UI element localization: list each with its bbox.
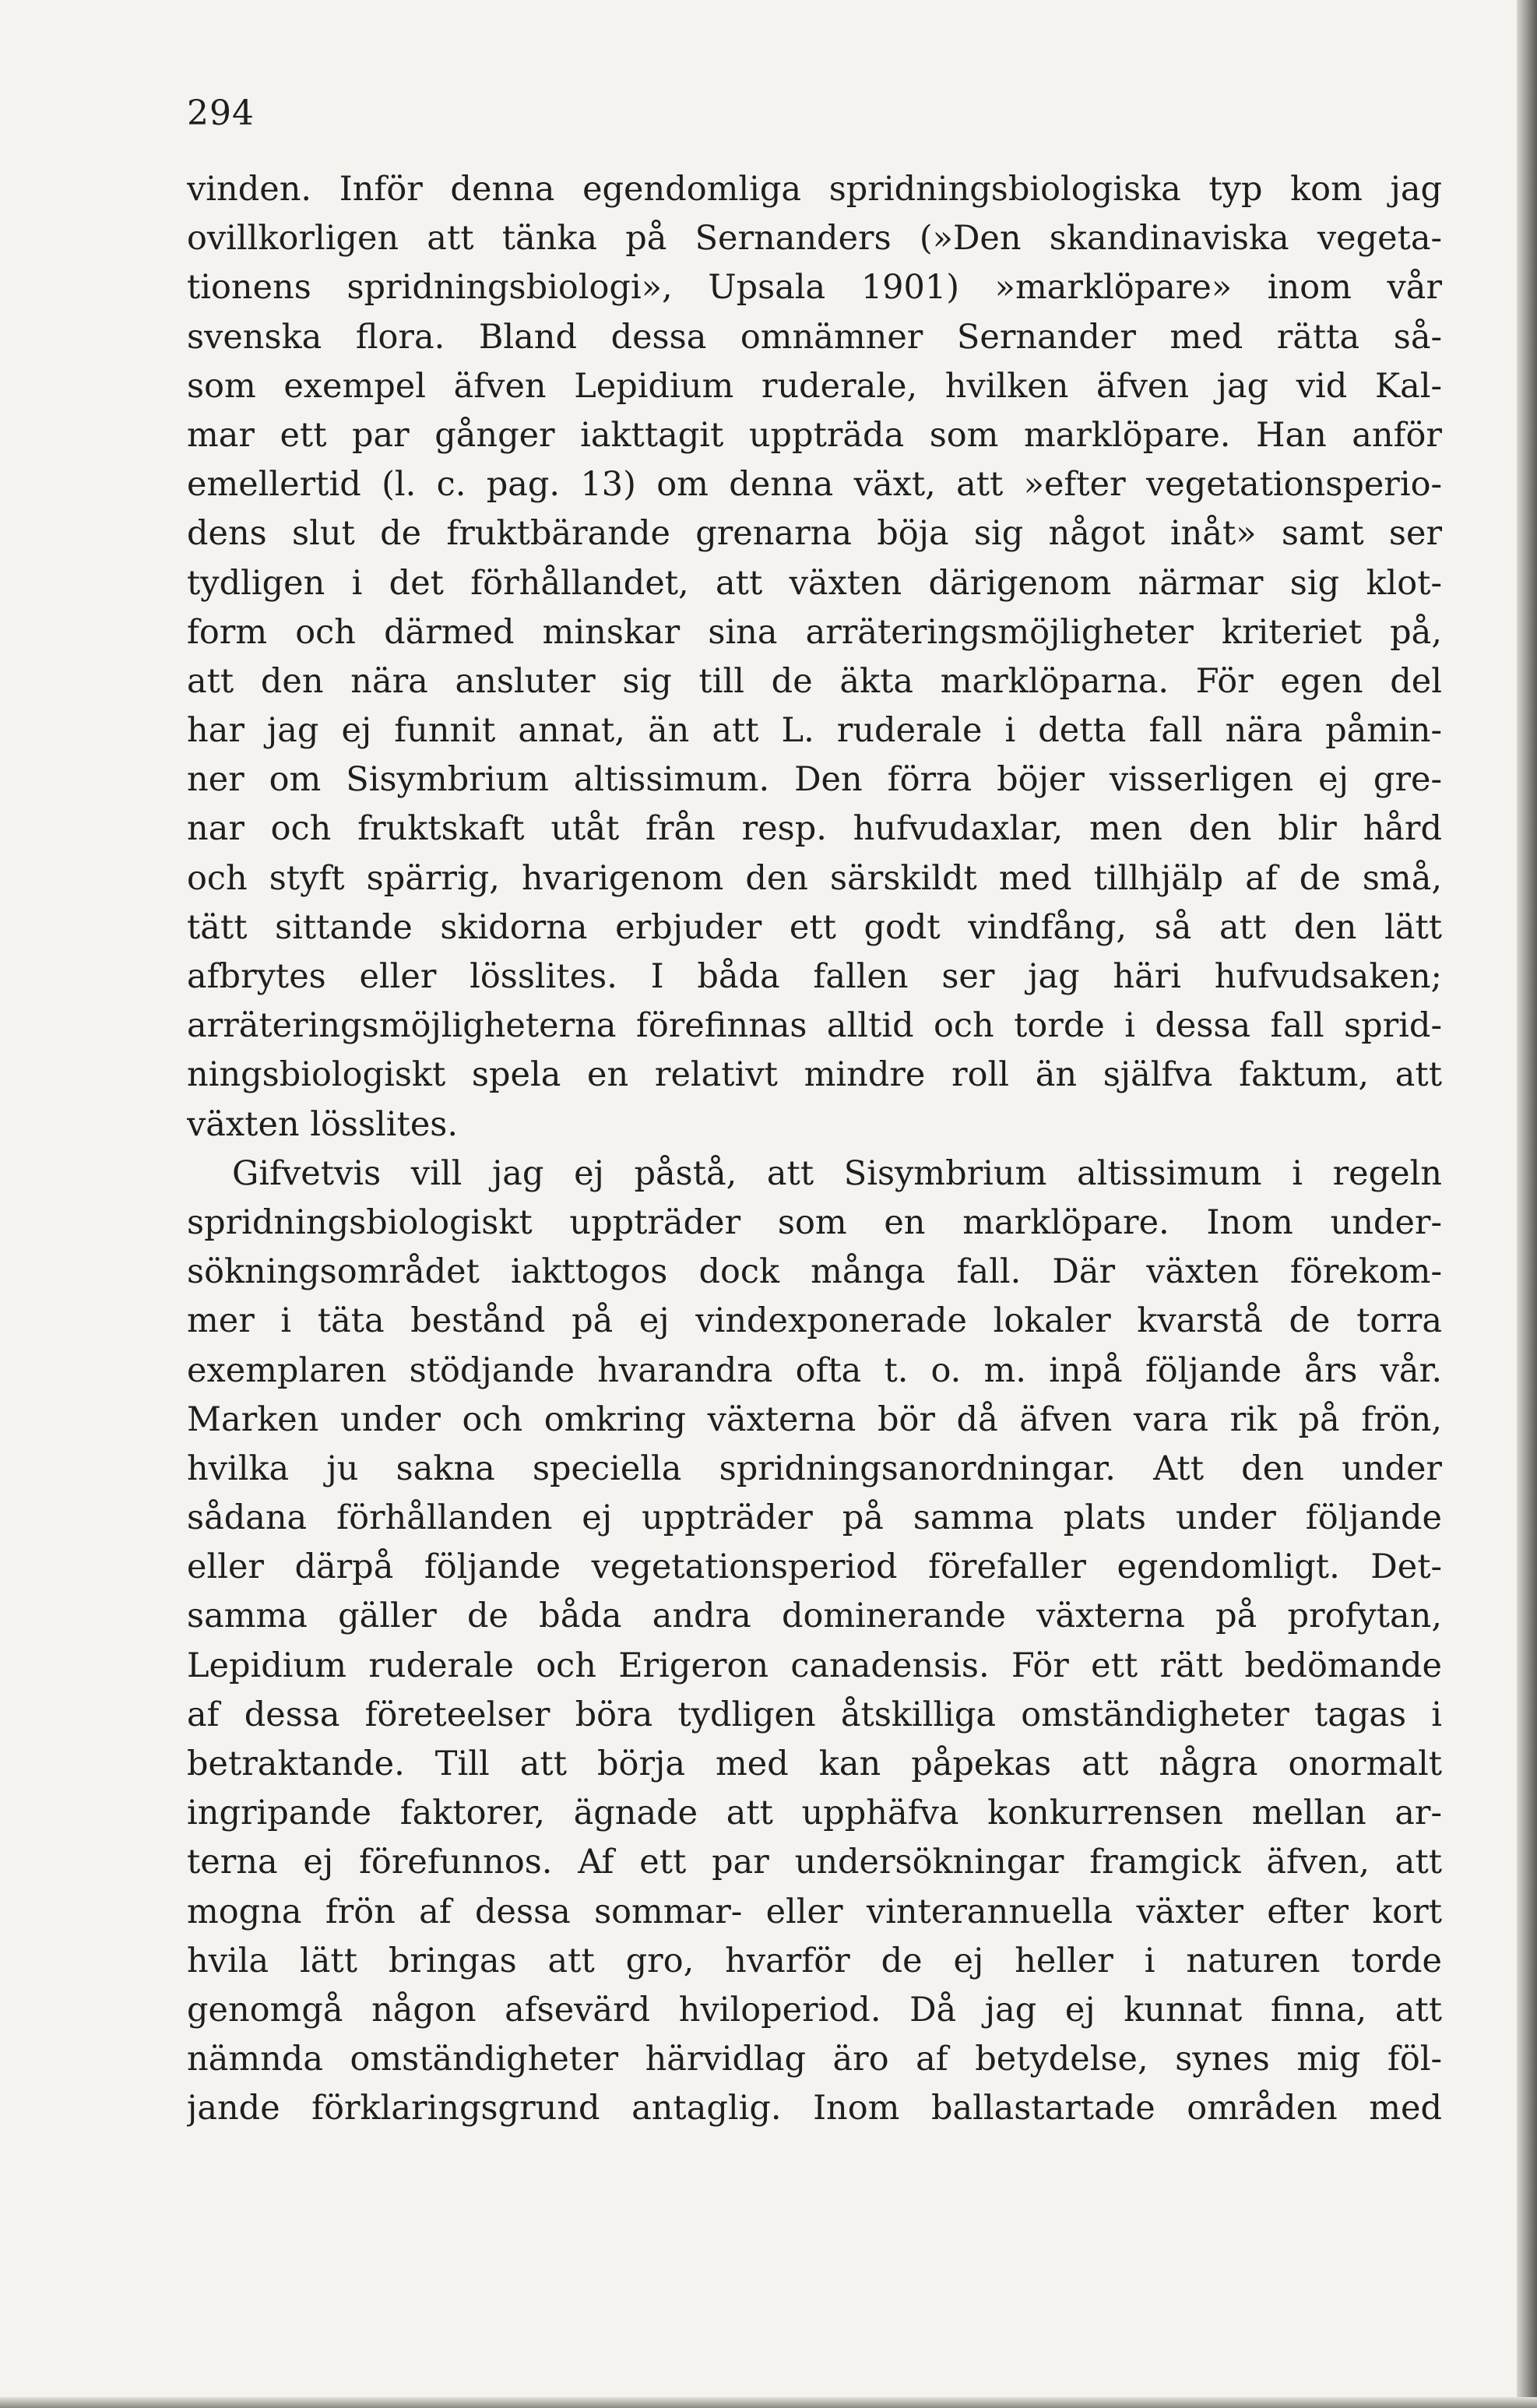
text-line: att den nära ansluter sig till de äkta marklöparna. För egen del	[187, 661, 1442, 701]
page-number: 294	[187, 93, 255, 133]
text-line: dens slut de fruktbärande grenarna böja sig något inåt» samt ser	[187, 514, 1442, 554]
text-line: växten lösslites.	[187, 1104, 459, 1144]
text-line: nämnda omständigheter härvidlag äro af betydelse, synes mig föl-	[187, 2040, 1442, 2079]
text-line: ovillkorligen att tänka på Sernanders (»Den skandinaviska vegeta-	[187, 219, 1442, 259]
text-line: tionens spridningsbiologi», Upsala 1901) »marklöpare» inom vår	[187, 268, 1442, 308]
text-line: eller därpå följande vegetationsperiod förefaller egendomligt. Det-	[187, 1547, 1442, 1587]
text-line: terna ej förefunnos. Af ett par undersökningar framgick äfven, att	[187, 1843, 1442, 1882]
text-line: samma gäller de båda andra dominerande växterna på profytan,	[187, 1597, 1442, 1636]
text-line: arräteringsmöjligheterna förefinnas alltid och torde i dessa fall sprid-	[187, 1006, 1442, 1046]
text-line: svenska flora. Bland dessa omnämner Sernander med rätta så-	[187, 317, 1442, 357]
text-line: ningsbiologiskt spela en relativt mindre roll än själfva faktum, att	[187, 1055, 1442, 1095]
text-line: nar och fruktskaft utåt från resp. hufvudaxlar, men den blir hård	[187, 809, 1442, 849]
text-line: tätt sittande skidorna erbjuder ett godt vindfång, så att den lätt	[187, 907, 1442, 947]
body-text	[187, 165, 1442, 2134]
text-line: har jag ej funnit annat, än att L. ruderale i detta fall nära påmin-	[187, 711, 1442, 751]
text-line: hvilka ju sakna speciella spridningsanordningar. Att den under	[187, 1449, 1442, 1488]
page-edge-shadow	[1517, 0, 1537, 2408]
text-line: genomgå någon afsevärd hviloperiod. Då jag ej kunnat finna, att	[187, 1990, 1442, 2030]
text-line: hvila lätt bringas att gro, hvarför de ej heller i naturen torde	[187, 1941, 1442, 1980]
text-line: form och därmed minskar sina arräteringsmöjligheter kriteriet på,	[187, 612, 1442, 652]
text-line: afbrytes eller lösslites. I båda fallen ser jag häri hufvudsaken;	[187, 957, 1442, 996]
text-line: sökningsområdet iakttogos dock många fall. Där växten förekom-	[187, 1252, 1442, 1292]
text-line: emellertid (l. c. pag. 13) om denna växt, att »efter vegetationsperio-	[187, 465, 1442, 505]
page-bottom-edge	[0, 2397, 1537, 2408]
text-line: ner om Sisymbrium altissimum. Den förra böjer visserligen ej gre-	[187, 760, 1442, 800]
text-line: Lepidium ruderale och Erigeron canadensis. För ett rätt bedömande	[187, 1646, 1442, 1685]
text-line: och styft spärrig, hvarigenom den särskildt med tillhjälp af de små,	[187, 858, 1442, 898]
text-line: som exempel äfven Lepidium ruderale, hvilken äfven jag vid Kal-	[187, 366, 1442, 406]
text-line: ingripande faktorer, ägnade att upphäfva konkurrensen mellan ar-	[187, 1794, 1442, 1833]
text-line: spridningsbiologiskt uppträder som en marklöpare. Inom under-	[187, 1202, 1442, 1242]
text-line: mogna frön af dessa sommar- eller vinterannuella växter efter kort	[187, 1892, 1442, 1931]
text-line: jande förklaringsgrund antaglig. Inom ballastartade områden med	[187, 2089, 1442, 2128]
text-line: vinden. Inför denna egendomliga spridningsbiologiska typ kom jag	[187, 170, 1442, 209]
text-line: sådana förhållanden ej uppträder på samma plats under följande	[187, 1498, 1442, 1538]
text-line: exemplaren stödjande hvarandra ofta t. o. m. inpå följande års vår.	[187, 1350, 1442, 1390]
text-line: Marken under och omkring växterna bör då äfven vara rik på frön,	[187, 1399, 1442, 1439]
text-line: tydligen i det förhållandet, att växten därigenom närmar sig klot-	[187, 563, 1442, 603]
text-line: af dessa företeelser böra tydligen åtskilliga omständigheter tagas i	[187, 1695, 1442, 1734]
text-line: mar ett par gånger iakttagit uppträda som marklöpare. Han anför	[187, 415, 1442, 455]
text-line: betraktande. Till att börja med kan påpekas att några onormalt	[187, 1744, 1442, 1783]
text-line: Gifvetvis vill jag ej påstå, att Sisymbrium altissimum i regeln	[232, 1153, 1442, 1193]
text-line: mer i täta bestånd på ej vindexponerade lokaler kvarstå de torra	[187, 1301, 1442, 1341]
